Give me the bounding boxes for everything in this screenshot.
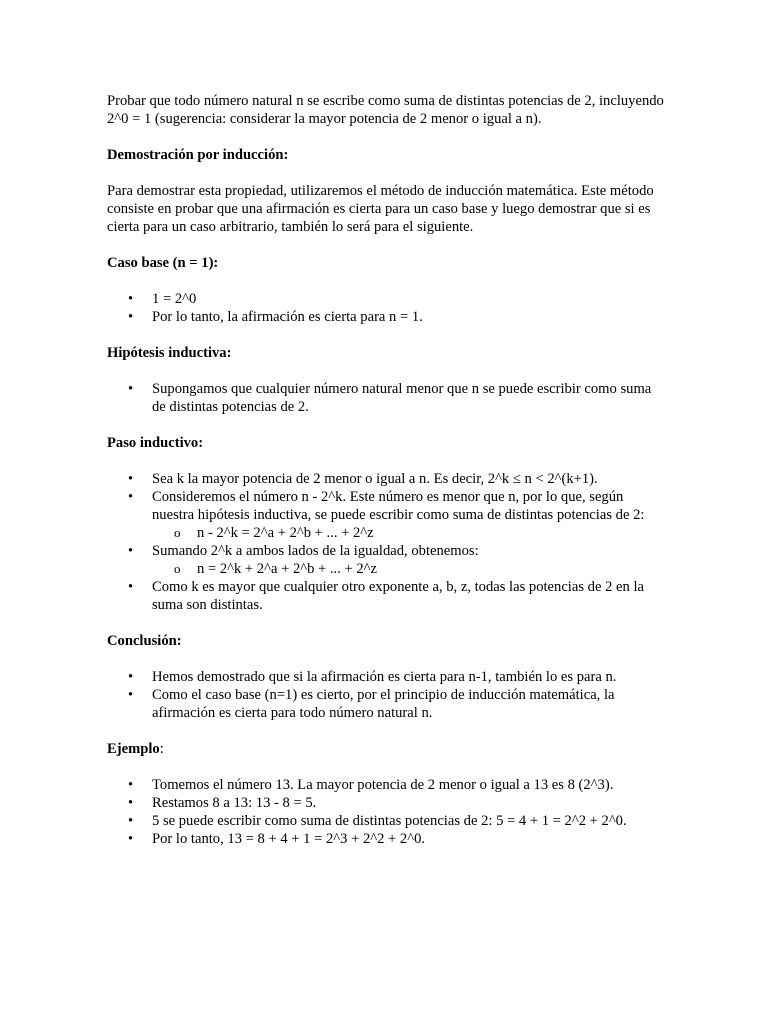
list-item: • Por lo tanto, la afirmación es cierta para n = 1. bbox=[107, 308, 667, 326]
document-page bbox=[107, 92, 667, 848]
list-item: • Hemos demostrado que si la afirmación es cierta para n-1, también lo es para n. bbox=[107, 668, 667, 686]
demostracion-heading: Demostración por inducción: bbox=[107, 147, 289, 163]
list-item: • Restamos 8 a 13: 13 - 8 = 5. bbox=[107, 794, 667, 812]
conclusion-list bbox=[107, 668, 667, 722]
conclusion-heading: Conclusión: bbox=[107, 633, 182, 649]
caso-base-list bbox=[107, 290, 667, 326]
sub-list bbox=[152, 524, 667, 542]
demostracion-paragraph: Para demostrar esta propiedad, utilizaremos el método de inducción matemática. Este método consiste en probar que una afirmación es cierta para un caso base y luego demostrar que si es cierta para un caso arbitrario, también lo será para el siguiente. bbox=[107, 183, 654, 235]
list-item: • Sea k la mayor potencia de 2 menor o igual a n. Es decir, 2^k ≤ n < 2^(k+1). bbox=[107, 470, 667, 488]
hipotesis-heading: Hipótesis inductiva: bbox=[107, 345, 232, 361]
list-item-text: Sumando 2^k a ambos lados de la igualdad, obtenemos: bbox=[152, 543, 479, 559]
list-item: • Por lo tanto, 13 = 8 + 4 + 1 = 2^3 + 2^2 + 2^0. bbox=[107, 830, 667, 848]
ejemplo-heading: Ejemplo bbox=[107, 741, 160, 757]
list-item: • 5 se puede escribir como suma de distintas potencias de 2: 5 = 4 + 1 = 2^2 + 2^0. bbox=[107, 812, 667, 830]
list-item: • 1 = 2^0 bbox=[107, 290, 667, 308]
list-item: • Supongamos que cualquier número natural menor que n se puede escribir como suma de distintas potencias de 2. bbox=[107, 380, 667, 416]
caso-base-heading: Caso base (n = 1): bbox=[107, 255, 219, 271]
sub-list-item: o n = 2^k + 2^a + 2^b + ... + 2^z bbox=[152, 560, 667, 578]
paso-inductivo-heading: Paso inductivo: bbox=[107, 435, 204, 451]
sub-list-item: o n - 2^k = 2^a + 2^b + ... + 2^z bbox=[152, 524, 667, 542]
list-item: • Como el caso base (n=1) es cierto, por el principio de inducción matemática, la afirmación es cierta para todo número natural n. bbox=[107, 686, 667, 722]
hipotesis-list bbox=[107, 380, 667, 416]
ejemplo-list bbox=[107, 776, 667, 848]
list-item: • Tomemos el número 13. La mayor potencia de 2 menor o igual a 13 es 8 (2^3). bbox=[107, 776, 667, 794]
paso-inductivo-list bbox=[107, 470, 667, 614]
list-item-text: Consideremos el número n - 2^k. Este número es menor que n, por lo que, según nuestra hipótesis inductiva, se puede escribir como suma de distintas potencias de 2: bbox=[152, 489, 645, 523]
list-item bbox=[107, 542, 667, 578]
list-item: • Como k es mayor que cualquier otro exponente a, b, z, todas las potencias de 2 en la suma son distintas. bbox=[107, 578, 667, 614]
sub-list bbox=[152, 560, 667, 578]
ejemplo-heading-colon: : bbox=[159, 741, 164, 757]
list-item bbox=[107, 488, 667, 542]
problem-statement: Probar que todo número natural n se escribe como suma de distintas potencias de 2, incluyendo 2^0 = 1 (sugerencia: considerar la mayor potencia de 2 menor o igual a n). bbox=[107, 93, 664, 127]
ejemplo-heading-line bbox=[107, 740, 667, 758]
